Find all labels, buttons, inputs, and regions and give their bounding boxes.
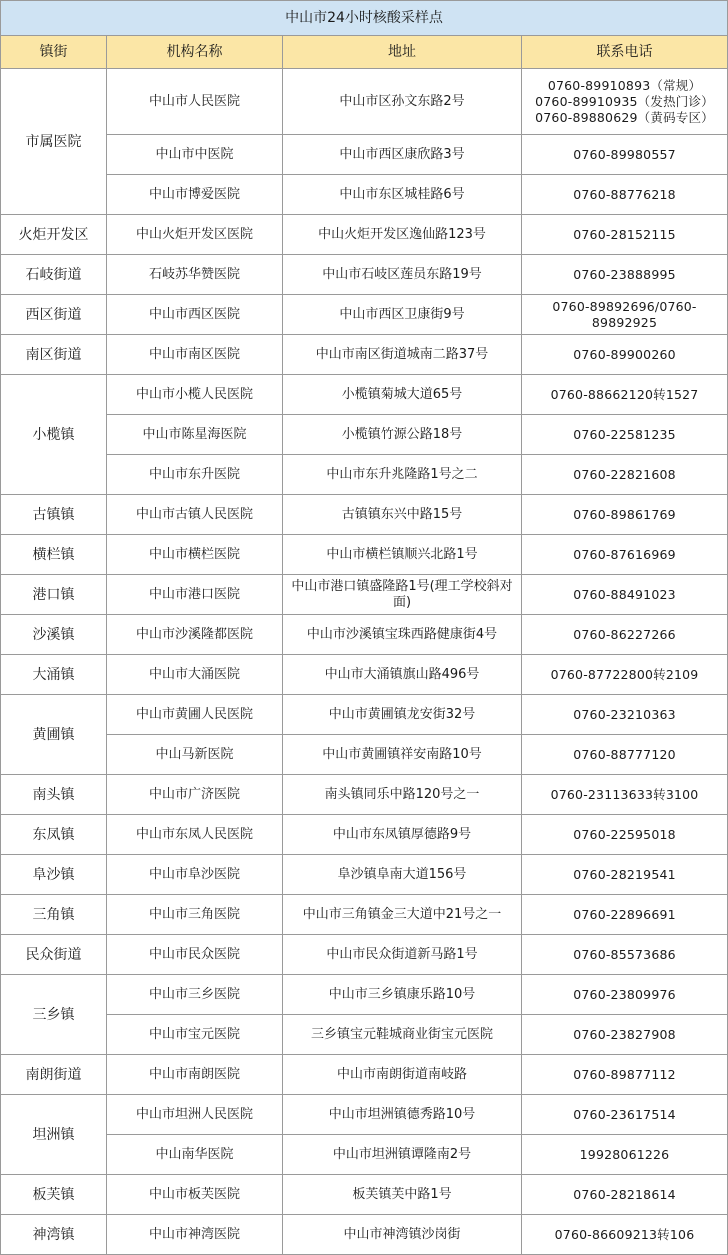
institution-cell: 中山市板芙医院 [107, 1175, 283, 1215]
phone-line: 0760-23827908 [573, 1026, 676, 1042]
address-cell: 中山市沙溪镇宝珠西路健康街4号 [283, 615, 522, 655]
header-institution: 机构名称 [107, 36, 283, 69]
phone-cell [522, 295, 728, 335]
address-cell: 中山市港口镇盛隆路1号(理工学校斜对面) [283, 575, 522, 615]
phone-line: 0760-28152115 [573, 226, 676, 242]
institution-cell: 中山南华医院 [107, 1135, 283, 1175]
phone-cell [522, 855, 728, 895]
table-row [1, 1055, 728, 1095]
table-row [1, 175, 728, 215]
district-cell: 市属医院 [1, 69, 107, 215]
address-cell: 中山市坦洲镇谭隆南2号 [283, 1135, 522, 1175]
address-cell: 小榄镇竹源公路18号 [283, 415, 522, 455]
address-cell: 中山市坦洲镇德秀路10号 [283, 1095, 522, 1135]
phone-line: 0760-28218614 [573, 1186, 676, 1202]
district-cell: 大涌镇 [1, 655, 107, 695]
district-cell: 板芙镇 [1, 1175, 107, 1215]
table-row [1, 895, 728, 935]
institution-cell: 中山市人民医院 [107, 69, 283, 135]
phone-line: 0760-86609213转106 [554, 1226, 695, 1242]
phone-line: 89892925 [591, 314, 658, 330]
phone-line: 0760-88777120 [573, 746, 676, 762]
table-row [1, 335, 728, 375]
address-cell: 南头镇同乐中路120号之一 [283, 775, 522, 815]
table-row [1, 735, 728, 775]
address-cell: 中山市黄圃镇祥安南路10号 [283, 735, 522, 775]
table-row [1, 1095, 728, 1135]
phone-line: 0760-88662120转1527 [550, 386, 699, 402]
district-cell: 民众街道 [1, 935, 107, 975]
institution-cell: 中山市宝元医院 [107, 1015, 283, 1055]
table-row [1, 1015, 728, 1055]
phone-cell [522, 775, 728, 815]
district-cell: 西区街道 [1, 295, 107, 335]
district-cell: 坦洲镇 [1, 1095, 107, 1175]
phone-cell [522, 1095, 728, 1135]
address-cell: 中山市区孙文东路2号 [283, 69, 522, 135]
header-phone: 联系电话 [522, 36, 728, 69]
phone-cell [522, 895, 728, 935]
phone-line: 0760-22581235 [573, 426, 676, 442]
phone-cell [522, 375, 728, 415]
address-cell: 中山市西区卫康街9号 [283, 295, 522, 335]
phone-cell [522, 735, 728, 775]
table-row [1, 215, 728, 255]
phone-line: 0760-88491023 [573, 586, 676, 602]
phone-cell [522, 695, 728, 735]
institution-cell: 中山市陈星海医院 [107, 415, 283, 455]
institution-cell: 中山市小榄人民医院 [107, 375, 283, 415]
table-row [1, 935, 728, 975]
institution-cell: 中山市黄圃人民医院 [107, 695, 283, 735]
table-row [1, 655, 728, 695]
address-cell: 小榄镇菊城大道65号 [283, 375, 522, 415]
phone-line: 0760-87616969 [573, 546, 676, 562]
header-district: 镇街 [1, 36, 107, 69]
phone-cell [522, 575, 728, 615]
address-cell: 板芙镇芙中路1号 [283, 1175, 522, 1215]
institution-cell: 中山市阜沙医院 [107, 855, 283, 895]
phone-line: 0760-85573686 [573, 946, 676, 962]
address-cell: 中山市神湾镇沙岗街 [283, 1215, 522, 1255]
phone-cell [522, 495, 728, 535]
address-cell: 三乡镇宝元鞋城商业街宝元医院 [283, 1015, 522, 1055]
table-row [1, 775, 728, 815]
district-cell: 三角镇 [1, 895, 107, 935]
phone-line: 0760-23617514 [573, 1106, 676, 1122]
phone-line: 0760-89877112 [573, 1066, 676, 1082]
table-row [1, 975, 728, 1015]
address-cell: 中山市三乡镇康乐路10号 [283, 975, 522, 1015]
table-row [1, 855, 728, 895]
table-row [1, 69, 728, 135]
institution-cell: 石岐苏华赞医院 [107, 255, 283, 295]
phone-line: 0760-89900260 [573, 346, 676, 362]
institution-cell: 中山市中医院 [107, 135, 283, 175]
phone-line: 0760-28219541 [573, 866, 676, 882]
address-cell: 中山市大涌镇旗山路496号 [283, 655, 522, 695]
phone-line: 19928061226 [579, 1146, 670, 1162]
address-cell: 阜沙镇阜南大道156号 [283, 855, 522, 895]
district-cell: 小榄镇 [1, 375, 107, 495]
phone-line: 0760-23888995 [573, 266, 676, 282]
phone-cell [522, 1135, 728, 1175]
district-cell: 古镇镇 [1, 495, 107, 535]
phone-cell [522, 655, 728, 695]
district-cell: 三乡镇 [1, 975, 107, 1055]
district-cell: 火炬开发区 [1, 215, 107, 255]
table-row [1, 1215, 728, 1255]
phone-cell [522, 1015, 728, 1055]
institution-cell: 中山市西区医院 [107, 295, 283, 335]
phone-line: 0760-22896691 [573, 906, 676, 922]
district-cell: 沙溪镇 [1, 615, 107, 655]
table-row [1, 375, 728, 415]
table-row [1, 415, 728, 455]
phone-line: 0760-89861769 [573, 506, 676, 522]
district-cell: 南朗街道 [1, 1055, 107, 1095]
institution-cell: 中山马新医院 [107, 735, 283, 775]
phone-cell [522, 1055, 728, 1095]
phone-line: 0760-87722800转2109 [550, 666, 699, 682]
address-cell: 古镇镇东兴中路15号 [283, 495, 522, 535]
district-cell: 港口镇 [1, 575, 107, 615]
phone-cell [522, 1175, 728, 1215]
address-cell: 中山市东升兆隆路1号之二 [283, 455, 522, 495]
institution-cell: 中山市古镇人民医院 [107, 495, 283, 535]
phone-cell [522, 535, 728, 575]
phone-line: 0760-22821608 [573, 466, 676, 482]
district-cell: 东凤镇 [1, 815, 107, 855]
institution-cell: 中山市民众医院 [107, 935, 283, 975]
institution-cell: 中山市南朗医院 [107, 1055, 283, 1095]
phone-cell [522, 335, 728, 375]
institution-cell: 中山市大涌医院 [107, 655, 283, 695]
institution-cell: 中山市东升医院 [107, 455, 283, 495]
institution-cell: 中山市三乡医院 [107, 975, 283, 1015]
phone-line: 0760-89910935（发热门诊） [535, 93, 714, 109]
table-row [1, 695, 728, 735]
institution-cell: 中山市三角医院 [107, 895, 283, 935]
institution-cell: 中山市港口医院 [107, 575, 283, 615]
address-cell: 中山市东区城桂路6号 [283, 175, 522, 215]
table-title: 中山市24小时核酸采样点 [1, 1, 728, 36]
district-cell: 南头镇 [1, 775, 107, 815]
phone-line: 0760-22595018 [573, 826, 676, 842]
phone-cell [522, 935, 728, 975]
table-row [1, 575, 728, 615]
district-cell: 横栏镇 [1, 535, 107, 575]
phone-line: 0760-86227266 [573, 626, 676, 642]
phone-line: 0760-88776218 [573, 186, 676, 202]
district-cell: 神湾镇 [1, 1215, 107, 1255]
institution-cell: 中山市横栏医院 [107, 535, 283, 575]
phone-cell [522, 255, 728, 295]
institution-cell: 中山市博爱医院 [107, 175, 283, 215]
address-cell: 中山市东凤镇厚德路9号 [283, 815, 522, 855]
address-cell: 中山市横栏镇顺兴北路1号 [283, 535, 522, 575]
address-cell: 中山市黄圃镇龙安街32号 [283, 695, 522, 735]
table-row [1, 1175, 728, 1215]
phone-cell [522, 415, 728, 455]
phone-cell [522, 69, 728, 135]
table-row [1, 255, 728, 295]
table-row [1, 1135, 728, 1175]
table-row [1, 495, 728, 535]
table-body [1, 1, 728, 1255]
title-row [1, 1, 728, 36]
phone-cell [522, 455, 728, 495]
phone-line: 0760-89910893（常规） [547, 77, 702, 93]
address-cell: 中山市南区街道城南二路37号 [283, 335, 522, 375]
address-cell: 中山火炬开发区逸仙路123号 [283, 215, 522, 255]
phone-line: 0760-89880629（黄码专区） [535, 109, 714, 125]
institution-cell: 中山市东凤人民医院 [107, 815, 283, 855]
institution-cell: 中山火炬开发区医院 [107, 215, 283, 255]
institution-cell: 中山市坦洲人民医院 [107, 1095, 283, 1135]
district-cell: 石岐街道 [1, 255, 107, 295]
address-cell: 中山市南朗街道南岐路 [283, 1055, 522, 1095]
institution-cell: 中山市广济医院 [107, 775, 283, 815]
table-row [1, 535, 728, 575]
address-cell: 中山市三角镇金三大道中21号之一 [283, 895, 522, 935]
address-cell: 中山市西区康欣路3号 [283, 135, 522, 175]
phone-line: 0760-23210363 [573, 706, 676, 722]
phone-line: 0760-89892696/0760- [552, 298, 697, 314]
district-cell: 南区街道 [1, 335, 107, 375]
phone-line: 0760-23113633转3100 [550, 786, 699, 802]
phone-cell [522, 615, 728, 655]
phone-cell [522, 135, 728, 175]
phone-cell [522, 975, 728, 1015]
table-row [1, 295, 728, 335]
institution-cell: 中山市神湾医院 [107, 1215, 283, 1255]
table-row [1, 455, 728, 495]
address-cell: 中山市石岐区莲员东路19号 [283, 255, 522, 295]
table-row [1, 815, 728, 855]
header-address: 地址 [283, 36, 522, 69]
table-row [1, 135, 728, 175]
district-cell: 阜沙镇 [1, 855, 107, 895]
header-row [1, 36, 728, 69]
district-cell: 黄圃镇 [1, 695, 107, 775]
phone-cell [522, 215, 728, 255]
institution-cell: 中山市南区医院 [107, 335, 283, 375]
phone-cell [522, 175, 728, 215]
institution-cell: 中山市沙溪隆都医院 [107, 615, 283, 655]
phone-cell [522, 815, 728, 855]
phone-cell [522, 1215, 728, 1255]
phone-line: 0760-89980557 [573, 146, 676, 162]
table-row [1, 615, 728, 655]
phone-line: 0760-23809976 [573, 986, 676, 1002]
address-cell: 中山市民众街道新马路1号 [283, 935, 522, 975]
